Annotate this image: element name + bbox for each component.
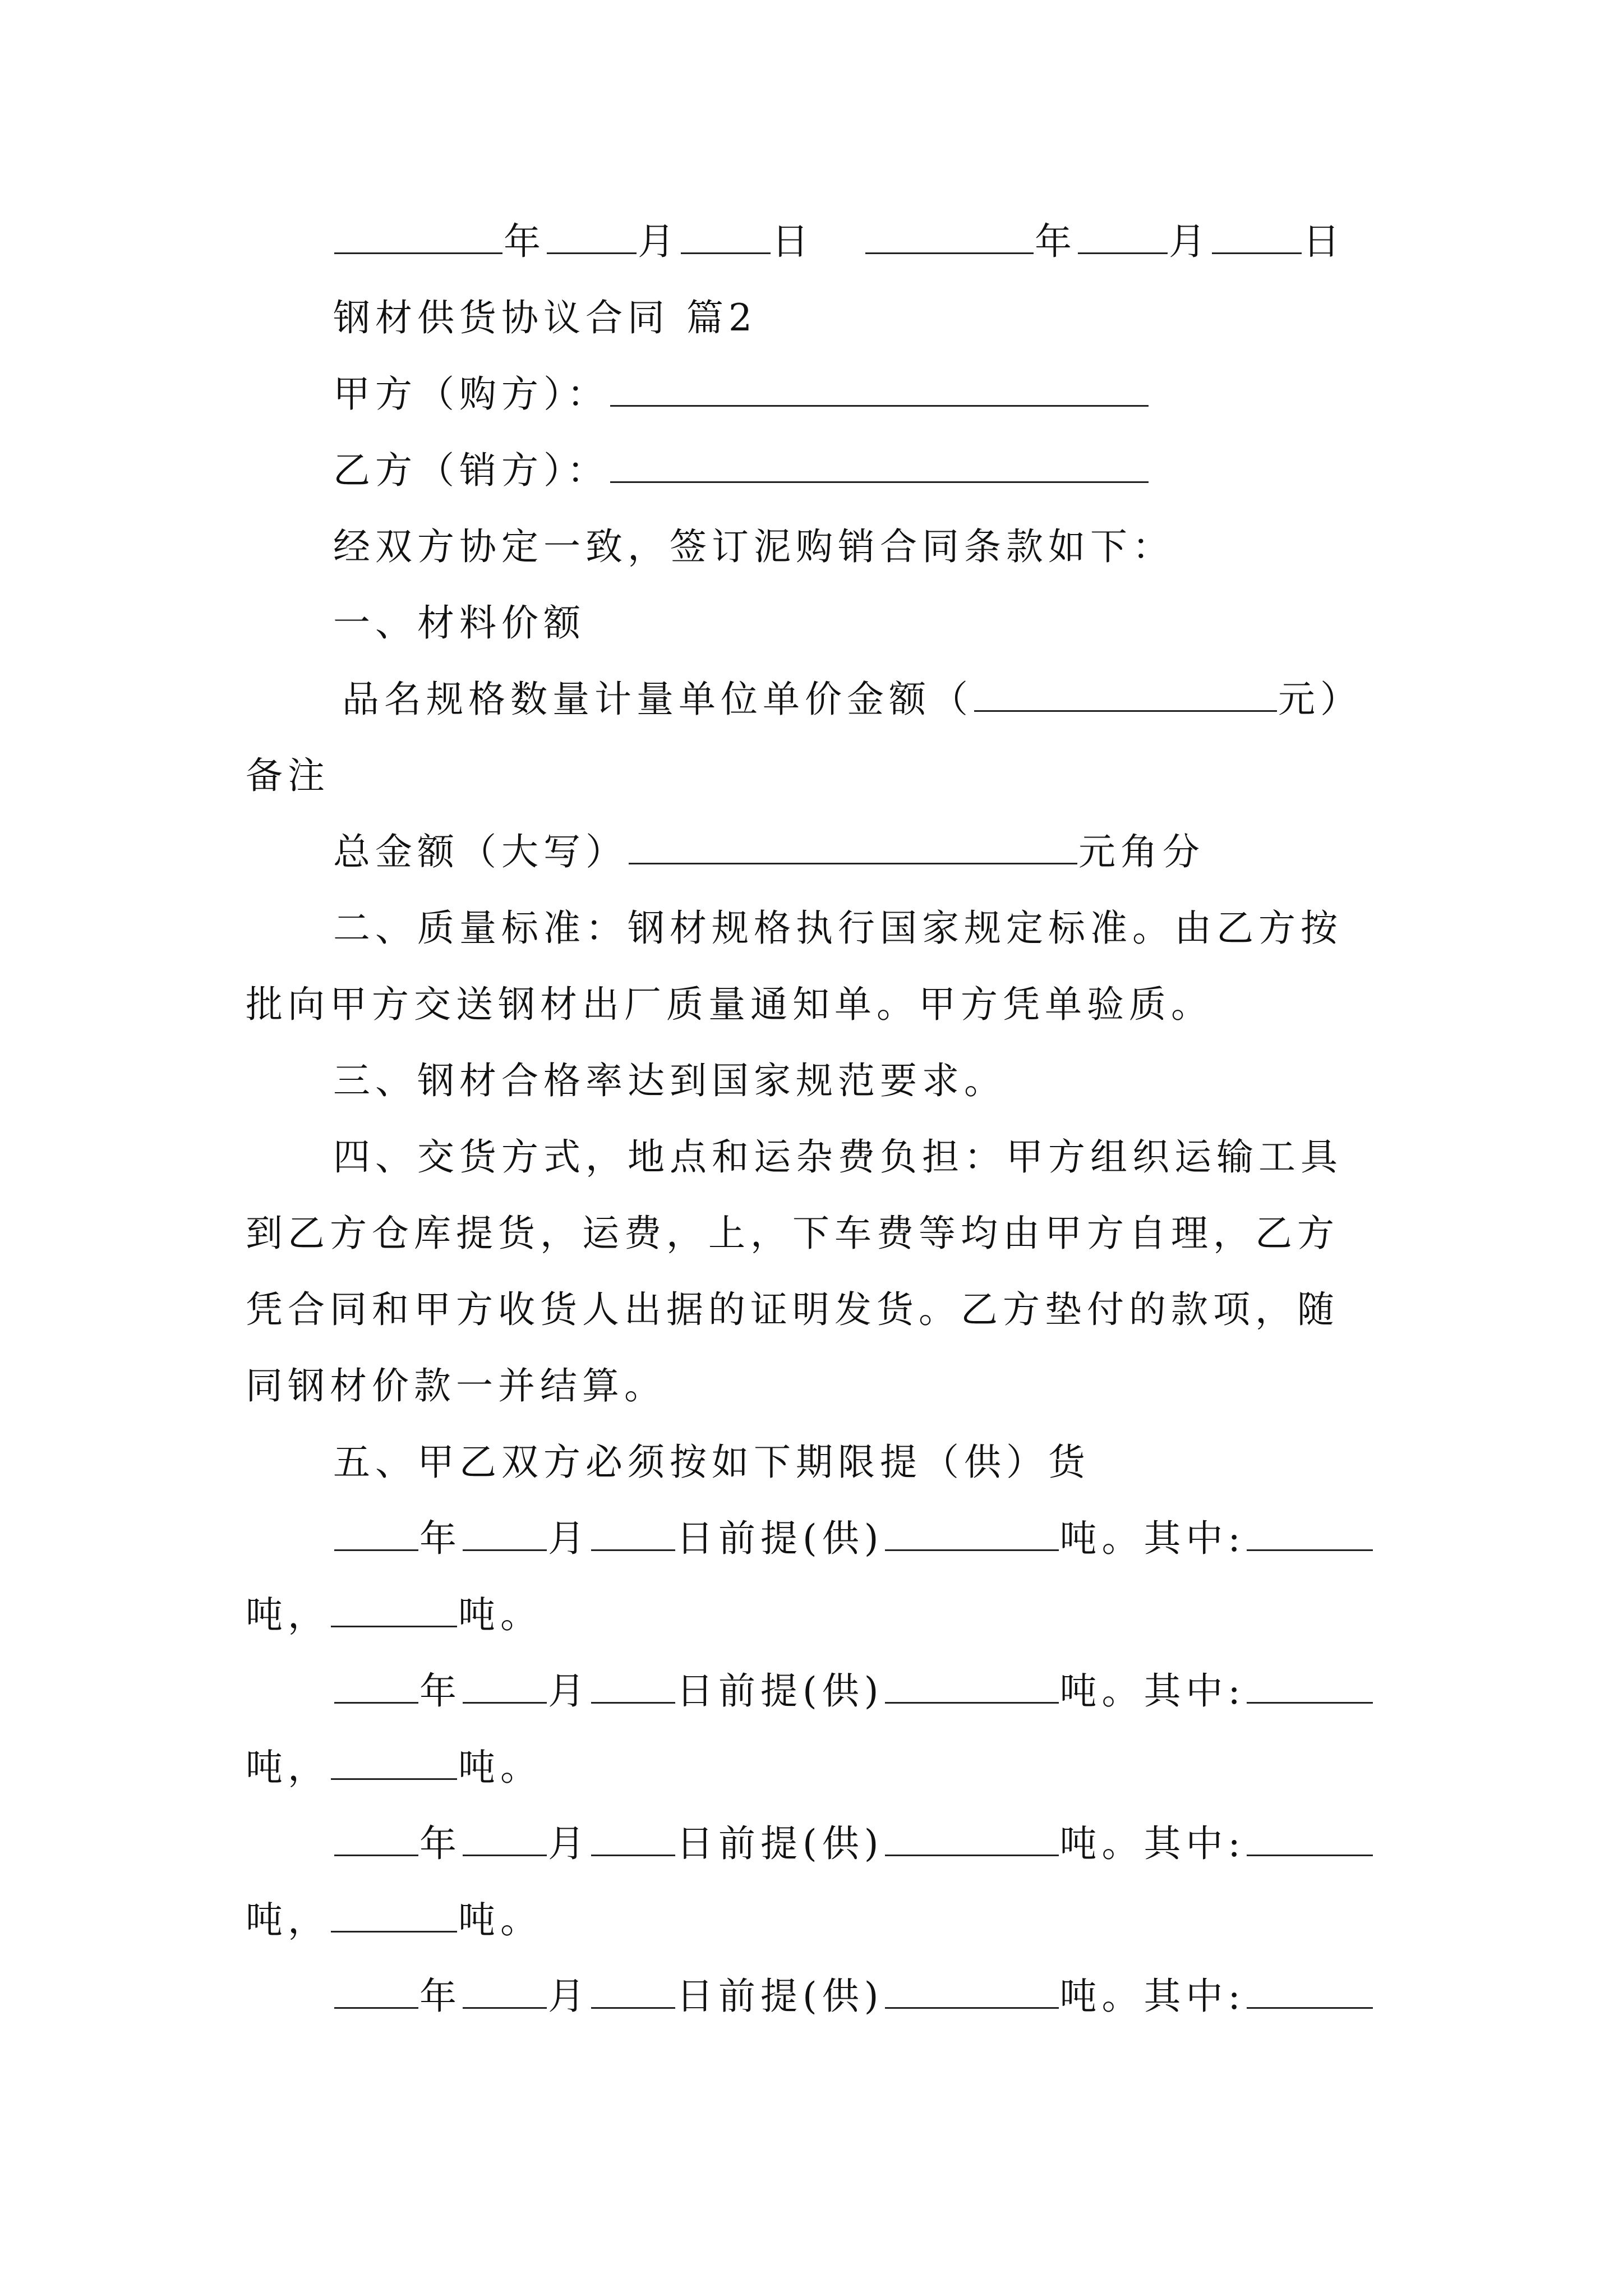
section4-line3: 凭合同和甲方收货人出据的证明发货。乙方垫付的款项，随 xyxy=(246,1288,1339,1331)
delivery-row: 年 月 日前提(供) 吨。其中: xyxy=(333,1666,1374,1717)
year-blank[interactable] xyxy=(334,1822,418,1856)
party-b-line xyxy=(333,445,1150,496)
party-a-label: 甲方（购方）： xyxy=(333,372,609,416)
section4-line1: 四、交货方式，地点和运杂费负担：甲方组织运输工具 xyxy=(333,1135,1343,1179)
day-blank[interactable] xyxy=(591,1517,675,1551)
sub-tonnage-blank[interactable] xyxy=(331,1898,457,1932)
sub-tonnage-blank[interactable] xyxy=(1247,1517,1373,1551)
table-header-tail: 备注 xyxy=(246,754,330,797)
month-blank[interactable] xyxy=(1078,220,1168,254)
intro-text: 经双方协定一致，签订泥购销合同条款如下： xyxy=(333,525,1174,568)
sub-tonnage-blank[interactable] xyxy=(331,1746,457,1780)
total-amount-field[interactable] xyxy=(629,830,1077,864)
delivery-row-cont: 吨， 吨。 xyxy=(246,1746,542,1789)
tonnage-blank[interactable] xyxy=(885,1669,1059,1704)
year-blank[interactable] xyxy=(334,1669,418,1704)
year-blank[interactable] xyxy=(334,1517,418,1551)
delivery-row: 年 月 日前提(供) 吨。其中: xyxy=(333,1513,1374,1564)
amount-unit-blank[interactable] xyxy=(974,678,1277,712)
day-blank[interactable] xyxy=(591,1822,675,1856)
party-b-field[interactable] xyxy=(610,449,1149,483)
delivery-row-cont: 吨， 吨。 xyxy=(246,1898,542,1941)
day-blank[interactable] xyxy=(681,220,771,254)
party-a-field[interactable] xyxy=(610,372,1149,407)
month-blank[interactable] xyxy=(463,1822,547,1856)
delivery-row: 年 月 日前提(供) 吨。其中: xyxy=(333,1819,1374,1869)
tonnage-blank[interactable] xyxy=(885,1975,1059,2009)
sub-tonnage-blank[interactable] xyxy=(331,1593,457,1627)
table-header-line: 品名规格数量计量单位单价金额（ 元） xyxy=(342,678,1362,721)
year-blank[interactable] xyxy=(865,220,1034,254)
month-blank[interactable] xyxy=(463,1517,547,1551)
section3: 三、钢材合格率达到国家规范要求。 xyxy=(333,1059,1006,1102)
tonnage-blank[interactable] xyxy=(885,1822,1059,1856)
section4-line4: 同钢材价款一并结算。 xyxy=(246,1364,666,1407)
party-a-line xyxy=(333,369,1150,420)
delivery-row-cont: 吨， 吨。 xyxy=(246,1593,542,1636)
month-blank[interactable] xyxy=(463,1975,547,2009)
sub-tonnage-blank[interactable] xyxy=(1247,1822,1373,1856)
sub-tonnage-blank[interactable] xyxy=(1247,1669,1373,1704)
day-blank[interactable] xyxy=(1212,220,1302,254)
tonnage-blank[interactable] xyxy=(885,1517,1059,1551)
month-blank[interactable] xyxy=(547,220,637,254)
date-line: 年 月 日 年 月 日 xyxy=(333,217,1345,267)
section4-line2: 到乙方仓库提货，运费，上，下车费等均由甲方自理，乙方 xyxy=(246,1212,1339,1255)
total-amount-line: 总金额（大写） 元角分 xyxy=(333,830,1205,873)
section2-line1: 二、质量标准：钢材规格执行国家规定标准。由乙方按 xyxy=(333,907,1343,950)
section1-heading: 一、材料价额 xyxy=(333,601,585,645)
month-blank[interactable] xyxy=(463,1669,547,1704)
party-b-label: 乙方（销方）： xyxy=(333,449,609,492)
year-blank[interactable] xyxy=(334,220,502,254)
day-blank[interactable] xyxy=(591,1669,675,1704)
sub-tonnage-blank[interactable] xyxy=(1247,1975,1373,2009)
section2-line2: 批向甲方交送钢材出厂质量通知单。甲方凭单验质。 xyxy=(246,983,1213,1026)
year-blank[interactable] xyxy=(334,1975,418,2009)
document-title: 钢材供货协议合同 篇2 xyxy=(333,296,757,339)
delivery-row: 年 月 日前提(供) 吨。其中: xyxy=(333,1971,1374,2022)
day-blank[interactable] xyxy=(591,1975,675,2009)
section5-heading: 五、甲乙双方必须按如下期限提（供）货 xyxy=(333,1441,1090,1484)
